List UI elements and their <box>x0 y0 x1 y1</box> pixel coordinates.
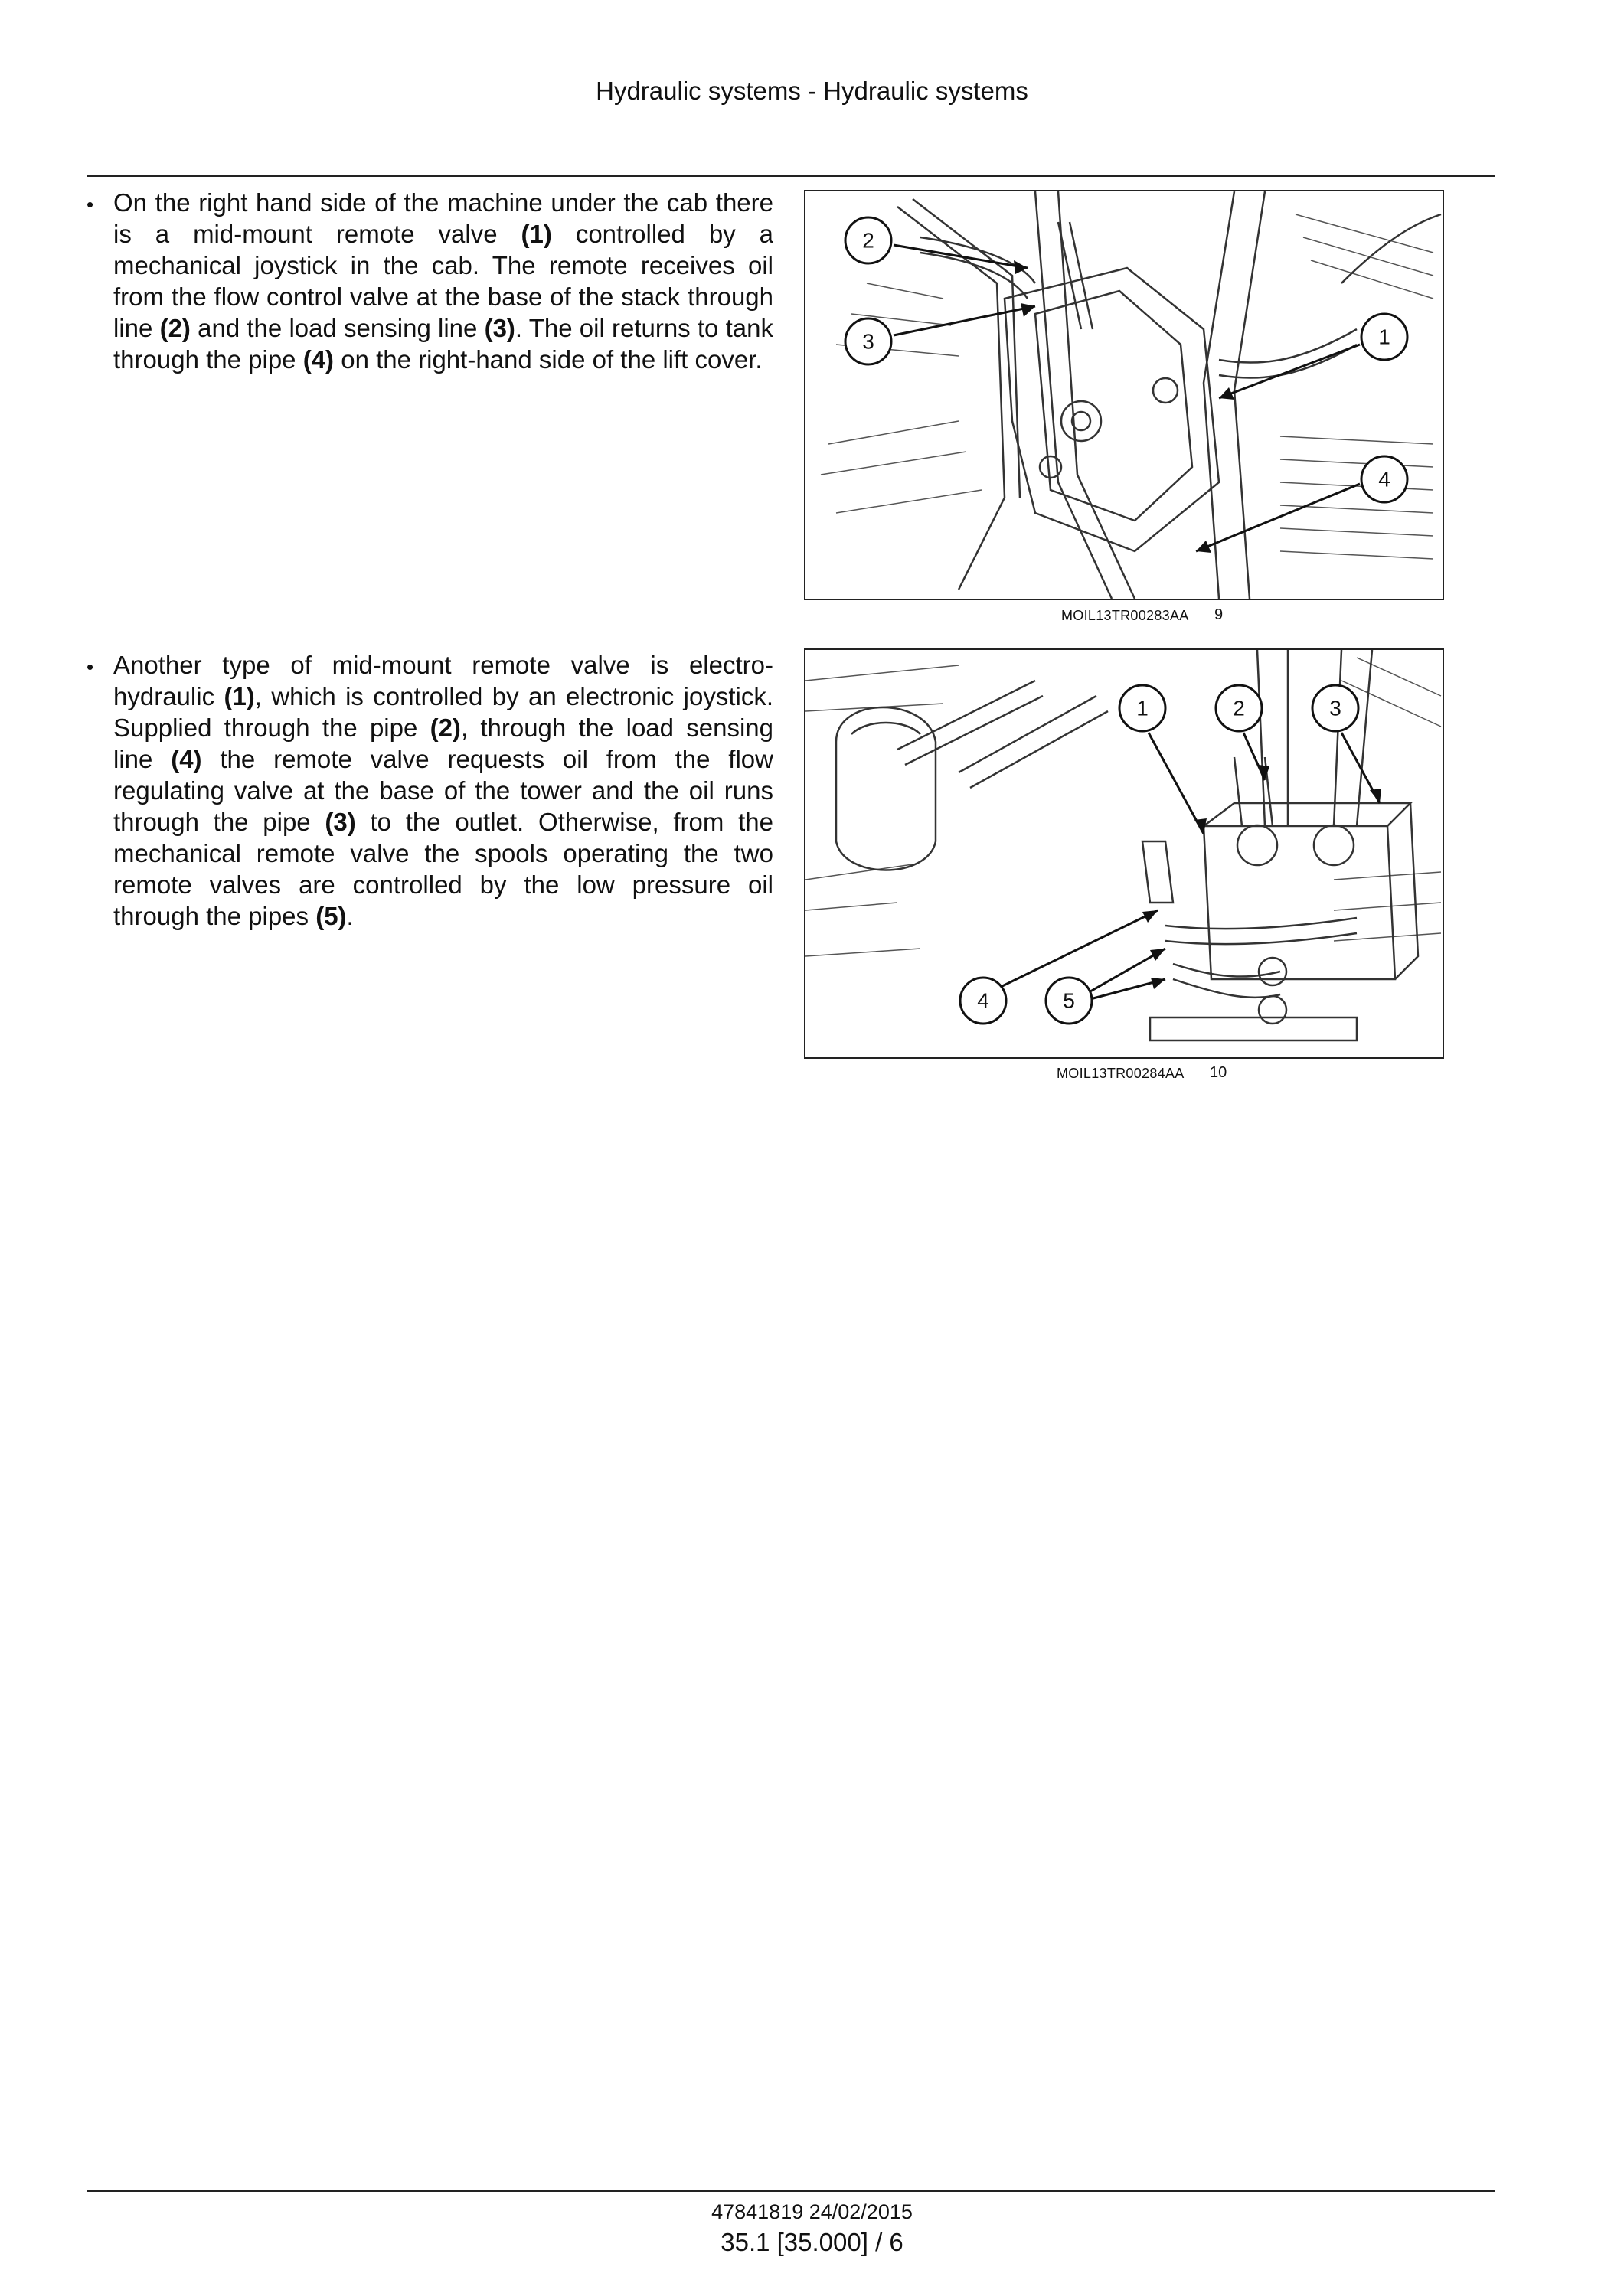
callout-4 <box>1196 456 1407 553</box>
reference-number: (2) <box>430 714 461 742</box>
text-run: . <box>346 902 354 930</box>
footer-page-number: 35.1 [35.000] / 6 <box>721 2228 903 2256</box>
figure-1-caption: MOIL13TR00283AA <box>1061 608 1189 623</box>
svg-text:3: 3 <box>862 329 874 354</box>
text-run: Another type of mid-mount remote valve is electro-hydraulic <box>113 651 773 710</box>
reference-number: (1) <box>521 220 552 248</box>
paragraph-mechanical-remote-valve <box>113 187 773 375</box>
figure-mechanical-remote-valve <box>804 190 1444 600</box>
text-run: on the right-hand side of the lift cover. <box>334 345 763 374</box>
text-run: the remote valve requests oil from the flow regulating valve at the base of the tower and the oil runs through the pipe <box>113 745 773 836</box>
callout-1 <box>1219 314 1407 400</box>
svg-text:1: 1 <box>1136 696 1149 720</box>
reference-number: (1) <box>224 682 255 710</box>
svg-text:2: 2 <box>1233 696 1245 720</box>
callout-1 <box>1119 685 1207 834</box>
header-divider <box>87 175 1495 177</box>
text-run: controlled by a mechanical joystick in the cab. The remote receives oil from the flow control valve at the base of the stack through line <box>113 220 773 342</box>
page-header-title: Hydraulic systems - Hydraulic systems <box>596 77 1028 105</box>
reference-number: (4) <box>171 745 202 773</box>
svg-text:2: 2 <box>862 228 874 253</box>
bullet-2: • <box>87 655 94 678</box>
svg-text:1: 1 <box>1378 325 1390 349</box>
callout-3 <box>1312 685 1381 803</box>
text-run: On the right hand side of the machine under the cab there is a mid-mount remote valve <box>113 188 773 248</box>
svg-text:4: 4 <box>1378 467 1390 492</box>
text-run: , which is controlled by an electronic joystick. Supplied through the pipe <box>113 682 774 742</box>
reference-number: (5) <box>315 902 347 930</box>
figure-1-number: 9 <box>1214 606 1224 623</box>
reference-number: (3) <box>484 314 515 342</box>
reference-number: (2) <box>159 314 191 342</box>
figure-2-caption: MOIL13TR00284AA <box>1057 1066 1185 1081</box>
text-run: , through the load sensing line <box>113 714 773 773</box>
illustration-mechanical-valve <box>805 191 1443 599</box>
figure-2-number: 10 <box>1210 1064 1227 1081</box>
footer-divider <box>87 2190 1495 2192</box>
reference-number: (4) <box>302 345 335 374</box>
svg-text:4: 4 <box>977 988 989 1013</box>
callout-5 <box>1046 949 1165 1024</box>
reference-number: (3) <box>325 808 356 836</box>
svg-text:5: 5 <box>1063 988 1075 1013</box>
text-run: . The oil returns to tank through the pipe <box>113 314 773 374</box>
figure-electro-hydraulic-valve <box>804 648 1444 1059</box>
paragraph-electro-hydraulic-valve <box>113 649 773 932</box>
text-run: to the outlet. Otherwise, from the mechanical remote valve the spools operating the two remote valves are controlled by the low pressure oil through the pipes <box>113 808 773 930</box>
text-run: and the load sensing line <box>190 314 485 342</box>
illustration-electro-hydraulic-valve <box>805 650 1443 1057</box>
bullet-1: • <box>87 193 94 216</box>
footer-document-reference: 47841819 24/02/2015 <box>711 2200 913 2223</box>
svg-text:3: 3 <box>1329 696 1341 720</box>
